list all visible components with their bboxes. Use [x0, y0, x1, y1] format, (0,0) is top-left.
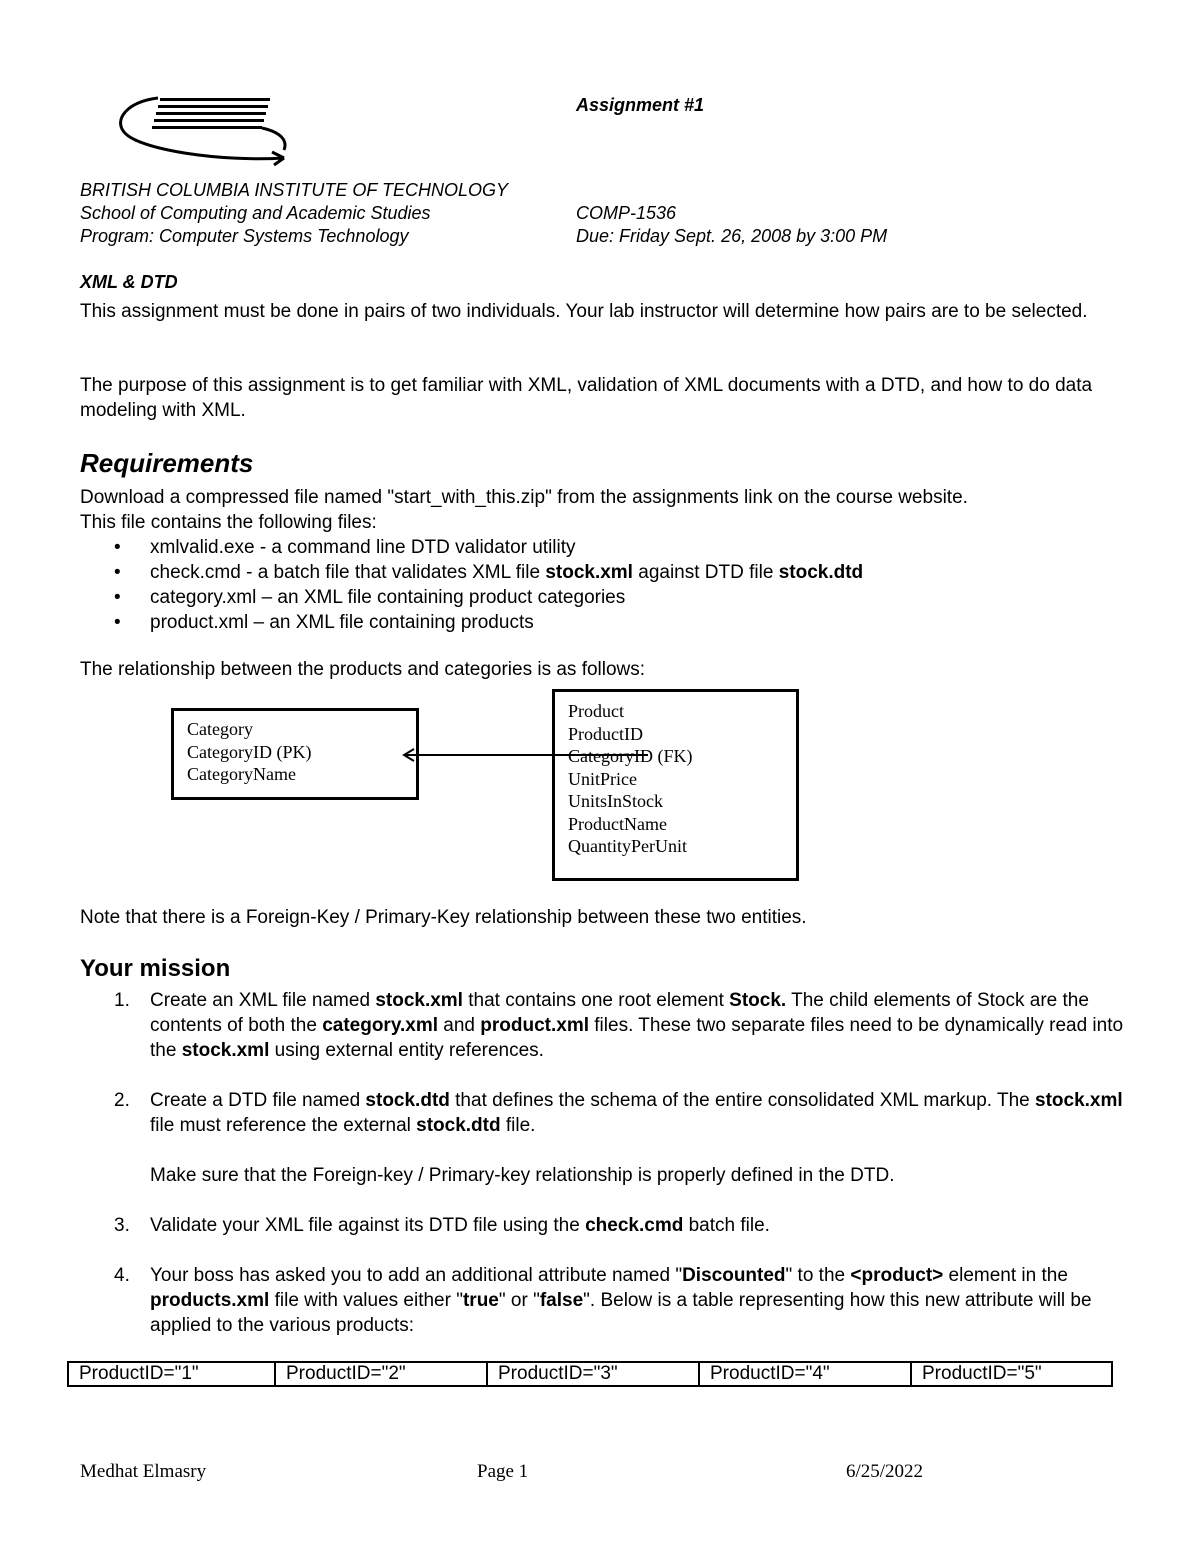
product-field: ProductName — [568, 813, 667, 834]
assignment-title: Assignment #1 — [576, 95, 705, 115]
mission-item-4: 4. Your boss has asked you to add an additional attribute named "Discounted" to the <product> element in the products.xml file with values either "true" or "false". Below is a table representing how this new attribute will be applied to the various products: — [114, 1265, 1092, 1336]
relationship-arrow — [400, 745, 650, 765]
mission-item-2: 2. Create a DTD file named stock.dtd that defines the schema of the entire consolidated XML markup. The stock.xml file must reference the external stock.dtd file. Make sure that the Foreign-key / Primary-key relationship is properly defined in the DTD. — [80, 1088, 1150, 1188]
product-field: Product — [568, 701, 624, 721]
product-field: UnitsInStock — [568, 791, 664, 811]
institute-name: BRITISH COLUMBIA INSTITUTE OF TECHNOLOGY — [80, 180, 509, 200]
table-cell: ProductID="3" — [487, 1362, 699, 1386]
relationship-text: The relationship between the products and categories is as follows: — [80, 659, 646, 680]
bcit-logo — [112, 92, 302, 174]
school-name: School of Computing and Academic Studies — [80, 203, 431, 223]
requirements-text — [80, 485, 1160, 635]
product-field: UnitPrice — [568, 768, 637, 789]
product-field: QuantityPerUnit — [568, 836, 687, 856]
table-cell: ProductID="1" — [68, 1362, 275, 1386]
list-item: • category.xml – an XML file containing product categories — [80, 585, 1160, 610]
due-date: Due: Friday Sept. 26, 2008 by 3:00 PM — [576, 226, 888, 246]
list-item: • xmlvalid.exe - a command line DTD validator utility — [80, 535, 1160, 560]
table-cell: ProductID="2" — [275, 1362, 487, 1386]
table-cell: ProductID="5" — [911, 1362, 1112, 1386]
course-code: COMP-1536 — [576, 203, 677, 223]
footer-author: Medhat Elmasry — [80, 1461, 207, 1482]
bcit-logo-icon — [112, 92, 302, 174]
file-list — [80, 535, 1160, 635]
requirements-line-1: Download a compressed file named "start_with_this.zip" from the assignments link on the course website. — [80, 487, 968, 508]
category-field: Category — [187, 719, 253, 739]
requirements-heading: Requirements — [80, 448, 254, 478]
list-item: • check.cmd - a batch file that validates XML file stock.xml against DTD file stock.dtd — [80, 560, 1160, 585]
intro-paragraph-1: This assignment must be done in pairs of two individuals. Your lab instructor will determine how pairs are to be selected. — [80, 301, 1088, 322]
mission-item-3: 3. Validate your XML file against its DTD file using the check.cmd batch file. — [114, 1215, 770, 1236]
product-field: ProductID — [568, 723, 643, 744]
program-name: Program: Computer Systems Technology — [80, 226, 409, 246]
mission-item-1: 1. Create an XML file named stock.xml that contains one root element Stock. The child elements of Stock are the contents of both the category.xml and product.xml files. These two separate files need to be dynamically read into the stock.xml using external entity references. — [114, 990, 1124, 1061]
category-entity-box — [171, 708, 419, 800]
relationship-note: Note that there is a Foreign-Key / Primary-Key relationship between these two entities. — [80, 907, 807, 928]
category-field: CategoryName — [187, 764, 296, 784]
category-field: CategoryID (PK) — [187, 741, 312, 762]
mission-heading: Your mission — [80, 955, 231, 982]
table-cell: ProductID="4" — [699, 1362, 911, 1386]
footer-page-number: Page 1 — [477, 1461, 529, 1482]
product-id-table — [67, 1361, 1113, 1387]
mission-list — [80, 988, 1150, 1338]
intro-paragraph-2: The purpose of this assignment is to get familiar with XML, validation of XML documents with a DTD, and how to do data modeling with XML. — [80, 375, 1093, 421]
table-row — [68, 1362, 1112, 1386]
requirements-line-2: This file contains the following files: — [80, 512, 377, 533]
product-entity-box — [552, 689, 799, 881]
list-item: • product.xml – an XML file containing products — [80, 610, 1160, 635]
section-heading-xml-dtd: XML & DTD — [80, 272, 178, 292]
mission-item-2-note: Make sure that the Foreign-key / Primary-key relationship is properly defined in the DTD. — [150, 1165, 895, 1186]
footer-date: 6/25/2022 — [846, 1461, 924, 1482]
product-field: CategoryID (FK) — [568, 746, 693, 766]
